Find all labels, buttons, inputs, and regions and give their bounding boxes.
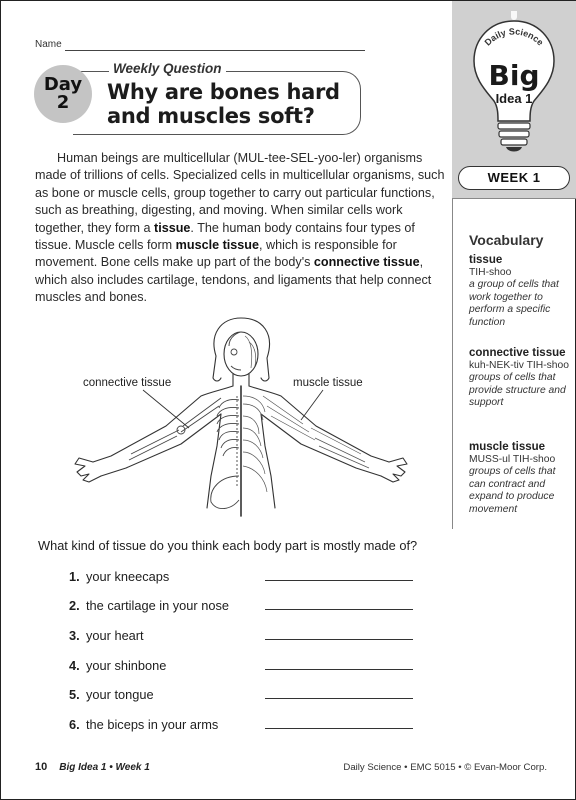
name-label: Name: [35, 39, 62, 50]
reading-passage: [35, 150, 445, 307]
question-item: [69, 717, 419, 735]
big-text: Big: [488, 59, 540, 92]
sidebar-divider: [452, 199, 453, 529]
answer-line[interactable]: [265, 698, 413, 699]
body-figure-svg: [71, 316, 411, 526]
vocab-pronunciation: TIH-shoo: [469, 266, 512, 278]
sidebar-banner: [452, 1, 576, 199]
question-text: the biceps in your arms: [86, 717, 219, 732]
vocab-definition: a group of cells that work together to perform a specific function: [469, 279, 559, 328]
page-number: 10: [35, 761, 48, 773]
day-badge: [34, 65, 92, 123]
day-number: 2: [56, 92, 70, 113]
question-item: [69, 658, 419, 676]
vocab-entry-muscle-tissue: [469, 441, 573, 517]
passage-text: , which also includes cartilage, tendons, and ligaments that help connect muscles and bones.: [35, 255, 432, 305]
question-prompt: What kind of tissue do you think each body part is mostly made of?: [38, 538, 418, 553]
question-number: 1.: [69, 569, 80, 584]
footer-section: Big Idea 1 • Week 1: [59, 762, 150, 773]
vocabulary-heading: Vocabulary: [469, 232, 544, 248]
question-number: 5.: [69, 687, 80, 702]
vocab-term: muscle tissue: [469, 441, 546, 453]
question-number: 4.: [69, 658, 80, 673]
passage-text: . The human body contains four types of tissue. Muscle cells form: [35, 220, 415, 253]
page-title: [107, 80, 357, 128]
day-word: Day: [43, 74, 83, 95]
muscle-tissue-label: muscle tissue: [293, 377, 363, 389]
idea-text: Idea 1: [495, 91, 533, 106]
name-field[interactable]: [35, 39, 365, 53]
footer-credit: Daily Science • EMC 5015 • © Evan-Moor Corp.: [343, 762, 547, 773]
body-illustration: [71, 316, 411, 526]
term-tissue: tissue: [154, 220, 191, 235]
name-line[interactable]: [65, 50, 365, 51]
vocab-pronunciation: MUSS-ul TIH-shoo: [469, 453, 556, 465]
answer-line[interactable]: [265, 609, 413, 610]
weekly-question-label: Weekly Question: [109, 61, 226, 76]
vocab-definition: groups of cells that can contract and expand to produce movement: [469, 466, 556, 515]
term-connective-tissue: connective tissue: [313, 255, 420, 270]
term-muscle-tissue: muscle tissue: [175, 238, 259, 253]
question-item: [69, 569, 419, 587]
question-text: the cartilage in your nose: [86, 598, 229, 613]
question-text: your tongue: [86, 687, 154, 702]
vocab-term: tissue: [469, 254, 503, 266]
question-item: [69, 598, 419, 616]
answer-line[interactable]: [265, 580, 413, 581]
question-text: your shinbone: [86, 658, 167, 673]
vocab-entry-connective-tissue: [469, 347, 573, 410]
question-number: 2.: [69, 598, 80, 613]
title-line-1: Why are bones hard: [107, 80, 340, 104]
vocab-entry-tissue: [469, 254, 573, 330]
question-number: 3.: [69, 628, 80, 643]
answer-line[interactable]: [265, 728, 413, 729]
passage-text: Human beings are multicellular (MUL-tee-SEL-yoo-ler) organisms made of trillions of cells. Specialized cells in multicellular organisms, such as bone or muscle cells, group together to carry out particular functions, such as breathing, digesting, and moving. When similar cells work together, they form a: [35, 151, 445, 235]
daily-science-arc-text: Daily Science: [482, 26, 546, 48]
question-item: [69, 687, 419, 705]
question-text: your kneecaps: [86, 569, 170, 584]
lightbulb-icon: [464, 11, 564, 161]
vocab-term: connective tissue: [469, 347, 566, 359]
answer-line[interactable]: [265, 639, 413, 640]
title-line-2: and muscles soft?: [107, 104, 315, 128]
week-badge: WEEK 1: [458, 166, 570, 190]
connective-tissue-label: connective tissue: [83, 377, 172, 389]
question-text: your heart: [86, 628, 144, 643]
passage-text: , which is responsible for movement. Bone cells make up part of the body's: [35, 238, 397, 270]
vocab-pronunciation: kuh-NEK-tiv TIH-shoo: [469, 359, 569, 371]
answer-line[interactable]: [265, 669, 413, 670]
vocab-definition: groups of cells that provide structure and support: [469, 372, 566, 409]
footer-left: [35, 761, 150, 773]
question-item: [69, 628, 419, 646]
question-number: 6.: [69, 717, 80, 732]
